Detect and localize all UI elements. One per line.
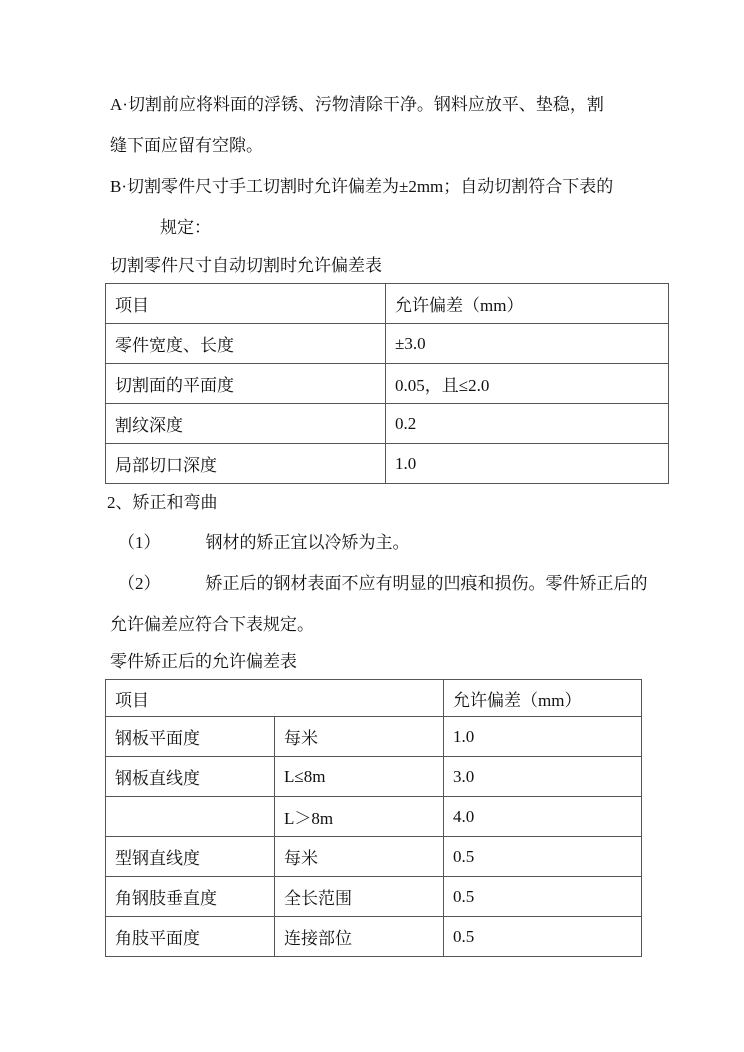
table-cell-item: 型钢直线度 — [106, 837, 275, 877]
table-cell-value: 3.0 — [444, 757, 642, 797]
table-header-item: 项目 — [106, 680, 444, 717]
list-item-1 — [105, 522, 642, 563]
table-cell-value: 0.5 — [444, 877, 642, 917]
table-row — [106, 404, 669, 444]
table-cell-value: 0.05，且≤2.0 — [386, 364, 669, 404]
table-row — [106, 917, 642, 957]
paragraph-b-line-1: B·切割零件尺寸手工切割时允许偏差为±2mm；自动切割符合下表的 — [110, 177, 614, 196]
table-row — [106, 797, 642, 837]
item-2-number: （2） — [118, 574, 161, 593]
table-cell-item: 角钢肢垂直度 — [106, 877, 275, 917]
table-header-deviation: 允许偏差（mm） — [386, 284, 669, 324]
table-cell-value: ±3.0 — [386, 324, 669, 364]
table-row — [106, 324, 669, 364]
table-cell-value: 0.5 — [444, 917, 642, 957]
table-cell-scope: L＞8m — [275, 797, 444, 837]
table-cell-value: 1.0 — [444, 717, 642, 757]
item-2-text-line-2: 允许偏差应符合下表规定。 — [110, 615, 314, 634]
straightening-deviation-table — [105, 679, 642, 957]
paragraph-a-line-2: 缝下面应留有空隙。 — [110, 136, 263, 155]
table-row — [106, 444, 669, 484]
table-cell-item: 角肢平面度 — [106, 917, 275, 957]
paragraph-a-line-1: A·切割前应将料面的浮锈、污物清除干净。钢料应放平、垫稳，割 — [110, 95, 604, 114]
table-cell-scope: 每米 — [275, 837, 444, 877]
table-cell-item: 割纹深度 — [106, 404, 386, 444]
table-row — [106, 680, 642, 717]
item-2-text-line-1: 矫正后的钢材表面不应有明显的凹痕和损伤。零件矫正后的 — [205, 574, 648, 593]
item-1-text: 钢材的矫正宜以冷矫为主。 — [205, 533, 410, 552]
table-cell-value: 4.0 — [444, 797, 642, 837]
table-cell-scope: 每米 — [275, 717, 444, 757]
table-row — [106, 757, 642, 797]
table-row — [106, 837, 642, 877]
table-cell-item — [106, 797, 275, 837]
cutting-table-title: 切割零件尺寸自动切割时允许偏差表 — [110, 256, 382, 275]
paragraph-b-line-2: 规定： — [160, 218, 211, 237]
table-cell-scope: L≤8m — [275, 757, 444, 797]
table-cell-value: 0.2 — [386, 404, 669, 444]
table-cell-item: 钢板直线度 — [106, 757, 275, 797]
table-cell-item: 钢板平面度 — [106, 717, 275, 757]
document-content — [105, 84, 648, 957]
item-1-number: （1） — [118, 533, 161, 552]
table-cell-value: 0.5 — [444, 837, 642, 877]
table-cell-value: 1.0 — [386, 444, 669, 484]
list-item-2 — [105, 563, 648, 604]
section-2-heading: 2、矫正和弯曲 — [107, 493, 218, 512]
straightening-table-title: 零件矫正后的允许偏差表 — [110, 652, 297, 671]
cutting-deviation-table — [105, 283, 669, 484]
table-row — [106, 717, 642, 757]
table-row — [106, 877, 642, 917]
table-cell-item: 零件宽度、长度 — [106, 324, 386, 364]
table-cell-scope: 全长范围 — [275, 877, 444, 917]
table-cell-item: 局部切口深度 — [106, 444, 386, 484]
table-header-item: 项目 — [106, 284, 386, 324]
table-cell-item: 切割面的平面度 — [106, 364, 386, 404]
table-header-deviation: 允许偏差（mm） — [444, 680, 642, 717]
table-cell-scope: 连接部位 — [275, 917, 444, 957]
table-row — [106, 284, 669, 324]
table-row — [106, 364, 669, 404]
